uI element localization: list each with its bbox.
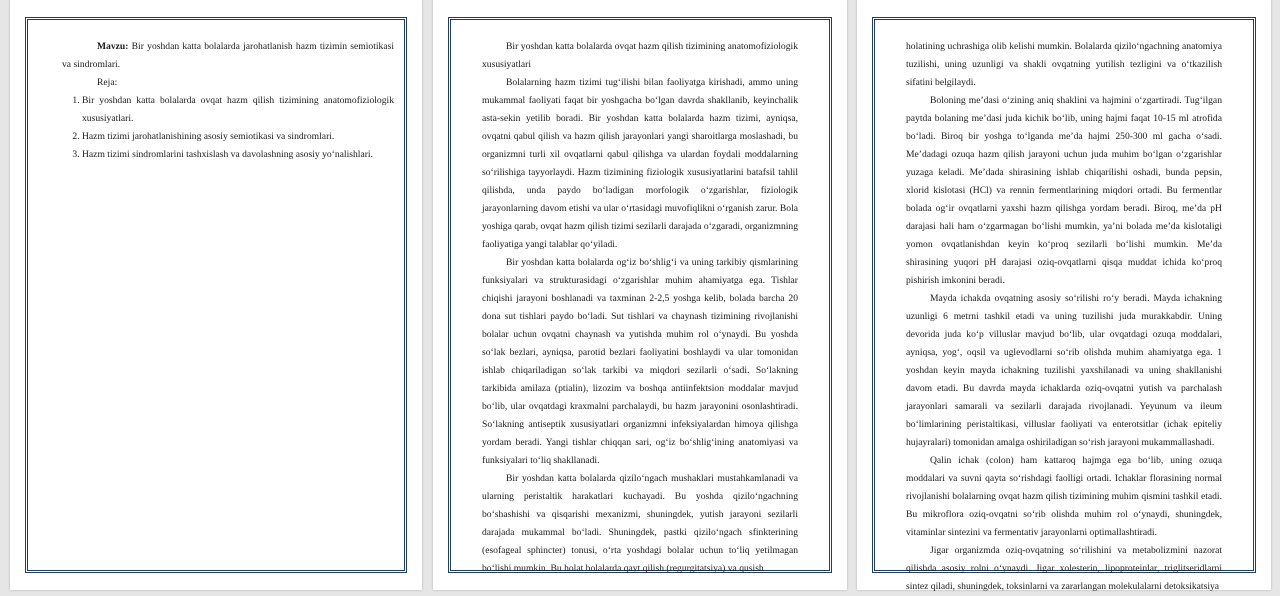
plan-item: 2. Hazm tizimi jarohatlanishining asosiy semiotikasi va sindromlari. xyxy=(82,128,394,146)
paragraph: Jigar organizmda oziq-ovqatning so‘rilishini va metabolizmini nazorat qilishda asosiy rolni o‘ynaydi. Jigar xolesterin, lipoproteinlar, triglitseridlarni sintez qiladi, shuningdek, toksinlarni va zararlangan molekulalarni detoksikatsiya xyxy=(906,545,1222,592)
document-page-3 xyxy=(857,0,1271,590)
plan-item: 3. Hazm tizimi sindromlarini tashxislash va davolashning asosiy yo‘nalishlari. xyxy=(82,146,394,164)
paragraph-continued: holatining uchrashiga olib kelishi mumkin. Bolalarda qizilo‘ngachning anatomiya tuzilishi, uning uzunligi va shakli ovqatning yutilish tezligini va o‘tkazilish sifatini belgilaydi. xyxy=(906,41,1222,88)
page-content xyxy=(62,38,394,570)
topic-label: Mavzu: xyxy=(97,41,129,52)
paragraph: Mayda ichakda ovqatning asosiy so‘rilishi ro‘y beradi. Mayda ichakning uzunligi 6 metrni tashkil etadi va uning tuzilishi juda murakkabdir. Uning devorida juda ko‘p villuslar mavjud bo‘lib, ular ovqatdagi ozuqa moddalari, ayniqsa, yog‘, oqsil va uglevodlarni so‘rib olishda muhim ahamiyatga ega. 1 yoshdan keyin mayda ichakning tuzilishi yaxshilanadi va uning shakllanishi davom etadi. Bu davrda mayda ichaklarda oziq-ovqatni yutish va parchalash jarayonlari samarali va sezilarli darajada rivojlanadi. Yeyunum va ileum bo‘limlarining peristaltikasi, villuslar faoliyati va enterotsitlar (ichak epiteliy hujayralari) tomonidan amalga oshiriladigan so‘rish jarayoni mukammallashadi. xyxy=(906,293,1222,448)
plan-list xyxy=(62,92,394,164)
page-content xyxy=(482,38,798,574)
section-heading: Bir yoshdan katta bolalarda ovqat hazm qilish tizimining anatomofiziologik xususiyatlari xyxy=(482,41,798,70)
document-page-1 xyxy=(10,0,422,590)
topic-text: Bir yoshdan katta bolalarda jarohatlanish hazm tizimin semiotikasi va sindromlari. xyxy=(62,41,394,70)
plan-label: Reja: xyxy=(97,77,118,88)
paragraph: Bir yoshdan katta bolalarda og‘iz bo‘shlig‘i va uning tarkibiy qismlarining funksiyalari va strukturasidagi o‘zgarishlar muhim ahamiyatga ega. Tishlar chiqishi jarayoni boshlanadi va taxminan 2-2,5 yoshga kelib, bolada barcha 20 dona sut tishlari paydo bo‘ladi. Sut tishlari va chaynash tizimining rivojlanishi bolalar uchun ovqatni chaynash va yutishda muhim rol o‘ynaydi. Bu yoshda so‘lak bezlari, ayniqsa, parotid bezlari faoliyatini boshlaydi va ular tomonidan ishlab chiqariladigan so‘lak tarkibi va miqdori sezilarli o‘sadi. So‘lakning tarkibida amilaza (ptialin), lizozim va boshqa antiinfektsion moddalar mavjud bo‘lib, ular ovqatdagi kraxmalni parchalaydi, bu hazm jarayonini osonlashtiradi. So‘lakning antiseptik xususiyatlari organizmni infeksiyalardan himoya qilishga yordam beradi. Yangi tishlar chiqqan sari, og‘iz bo‘shlig‘ining anatomiyasi va funksiyalari to‘liq shakllanadi. xyxy=(482,257,798,466)
paragraph: Boloning me’dasi o‘zining aniq shaklini va hajmini o‘zgartiradi. Tug‘ilgan paytda bolaning me’dasi juda kichik bo‘lib, uning hajmi faqat 10-15 ml atrofida bo‘ladi. Biroq bir yoshga to‘lganda me’da hajmi 250-300 ml gacha o‘sadi. Me’dadagi ozuqa hazm qilish jarayoni uchun juda muhim bo‘lgan o‘zgarishlar yuzaga keladi. Me’dada shirasining ishlab chiqarilishi oshadi, bunda pepsin, xlorid kislotasi (HCl) va rennin fermentlarining miqdori ortadi. Bu fermentlar bolada og‘ir ovqatlarni yaxshi hazm qilishga yordam beradi. Biroq, me’da pH darajasi hali ham o‘zgarmagan bo‘lishi mumkin, ya’ni bolada me’da kislotaligi yomon ovqatlanishdan keyin ko‘proq sezilarli bo‘lishi mumkin. Me’da shirasining yuqori pH darajasi oziq-ovqatlarni qisqa muddat ichida ko‘proq pishirish imkonini beradi. xyxy=(906,95,1222,286)
paragraph: Bir yoshdan katta bolalarda qizilo‘ngach mushaklari mustahkamlanadi va ularning peristaltik harakatlari kuchayadi. Bu yoshda qizilo‘ngachning bo‘shashishi va qisqarishi mexanizmi, shuningdek, yutish jarayoni sezilarli darajada mukammal bo‘ladi. Shuningdek, pastki qizilo‘ngach sfinkterining (esofageal sphincter) tonusi, o‘rta yoshdagi bolalar uchun to‘liq yetilmagan bo‘lishi mumkin. Bu holat bolalarda qayt qilish (regurgitatsiya) va qusish xyxy=(482,473,798,574)
document-page-2 xyxy=(433,0,847,590)
paragraph: Bolalarning hazm tizimi tug‘ilishi bilan faoliyatga kirishadi, ammo uning mukammal faoliyati faqat bir yoshgacha bo‘lgan davrda shakllanib, keyinchalik asta-sekin yetilib boradi. Bir yoshdan katta bolalarda hazm tizimi, ayniqsa, ovqatni qabul qilish va hazm qilish jarayonlari yangi sharoitlarga moslashadi, bu organizmni turli xil ovqatlarni qabul qilishga va ulardan foydali moddalarning so‘rilishiga tayyorlaydi. Hazm tizimining fiziologik xususiyatlarini batafsil tahlil qilishda, unda paydo bo‘ladigan morfologik o‘zgarishlar, fiziologik jarayonlarning davom etishi va ular o‘rtasidagi muvofiqlikni o‘rganish zarur. Bola yoshiga qarab, ovqat hazm qilish tizimi sezilarli darajada o‘zgaradi, organizmning faoliyatiga yangi talablar qo‘yiladi. xyxy=(482,77,798,250)
paragraph: Qalin ichak (colon) ham kattaroq hajmga ega bo‘lib, uning ozuqa moddalari va suvni qayta so‘rishdagi faolligi ortadi. Ichaklar florasining normal rivojlanishi bolalarning ovqat hazm qilish tizimining muhim qismini tashkil etadi. Bu mikroflora oziq-ovqatni so‘rib olishda muhim rol o‘ynaydi, shuningdek, vitaminlar sintezini va fermentativ jarayonlarni optimallashtiradi. xyxy=(906,455,1222,538)
topic-line xyxy=(62,38,394,74)
plan-item: 1. Bir yoshdan katta bolalarda ovqat hazm qilish tizimining anatomofiziologik xususiyatlari. xyxy=(82,92,394,128)
page-content xyxy=(906,38,1222,592)
